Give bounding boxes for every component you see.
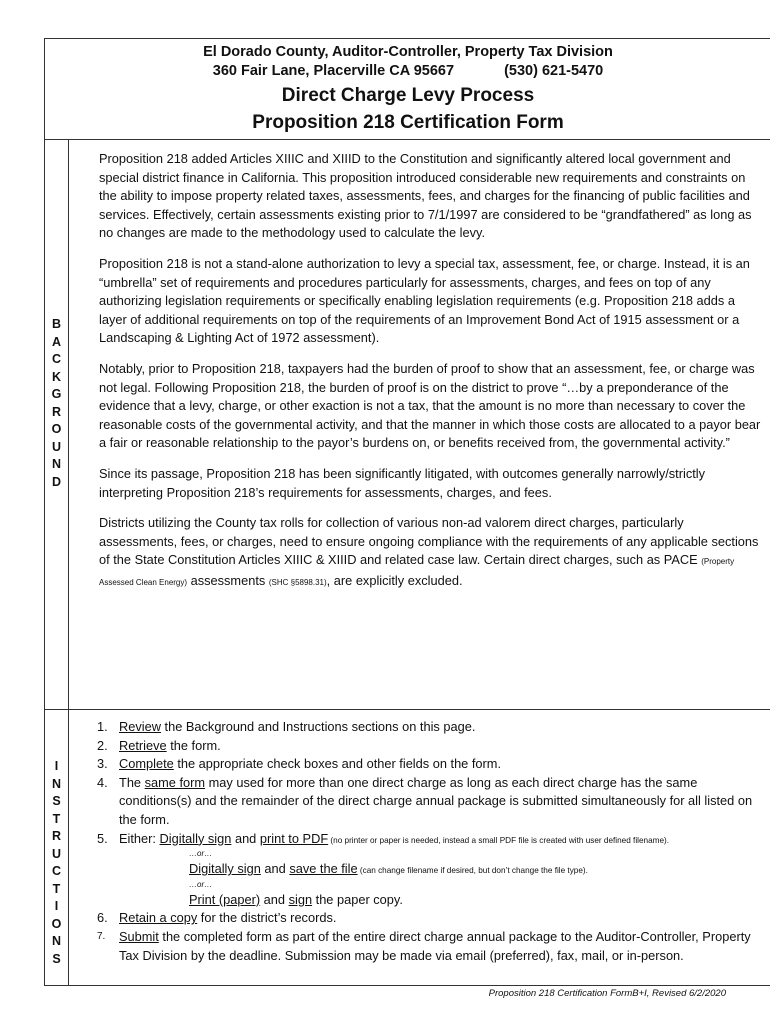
background-side-letter: O xyxy=(51,422,62,436)
option-save-file: Digitally sign and save the file (can change filename if desired, but don’t change the file type). xyxy=(189,861,588,877)
instructions-list xyxy=(97,718,765,965)
footer-revision: Proposition 218 Certification FormB+I, Revised 6/2/2020 xyxy=(488,988,726,999)
instructions-content xyxy=(97,718,765,965)
background-paragraph-4: Since its passage, Proposition 218 has been significantly litigated, with outcomes generally narrowly/strictly interpreting Proposition 218’s requirements for assessments, charges, and fees. xyxy=(99,465,706,500)
background-section xyxy=(45,140,770,710)
background-side-letter: K xyxy=(51,369,62,384)
instructions-side-letter: S xyxy=(52,794,61,808)
form-header xyxy=(45,39,770,140)
or-separator-2: …or… xyxy=(189,879,213,889)
instructions-side-letter: N xyxy=(51,776,62,791)
instructions-side-letter: S xyxy=(52,951,61,966)
certification-form xyxy=(44,38,770,986)
instructions-side-label xyxy=(45,710,69,985)
instructions-section xyxy=(45,710,770,985)
instruction-5: 5. Either: Digitally sign and print to PDF (no printer or paper is needed, instead a small PDF file is created with user defined filename). …or… Digitally sign and save the file (can change filename if desired, but don’t change the file type). …or… Print (paper) and sign the paper copy. xyxy=(97,830,765,910)
instruction-4: 4. The same form may used for more than one direct charge as long as each direct charge has the same conditions(s) and the remainder of the direct charge annual package is submitted simultaneously for all listed on the form. xyxy=(97,774,753,827)
background-side-letter: C xyxy=(51,352,62,366)
instruction-3: 3. Complete the appropriate check boxes and other fields on the form. xyxy=(97,756,502,772)
background-paragraph-1: Proposition 218 added Articles XIIIC and XIIID to the Constitution and significantly altered local government and special district finance in California. This proposition introduced considerable new requirements and constraints on the ability to impose property related taxes, assessments, fees, and charges for the financing of public facilities and services. Effectively, certain assessments existing prior to 7/1/1997 are considered to be “grandfathered” as long as no changes are made to the methodology used to calculate the levy. xyxy=(99,151,752,241)
address: 360 Fair Lane, Placerville CA 95667 xyxy=(212,63,455,79)
background-side-letter: U xyxy=(51,439,62,454)
instructions-side-letter: T xyxy=(52,881,61,896)
or-separator-1: …or… xyxy=(189,849,213,859)
background-side-label xyxy=(45,140,69,709)
instructions-side-letter: R xyxy=(51,829,62,843)
address-line xyxy=(45,62,770,80)
background-paragraph-2: Proposition 218 is not a stand-alone authorization to levy a special tax, assessment, fee, or charge. Instead, it is an “umbrella” set of requirements and procedures particularly for assessments, charges, and fees on top of any authorizing legislation requirements or specifically enabling legislation requirements (e.g. Proposition 218 adds a layer of additional requirements on top of the requirements of an Improvement Bond Act of 1915 assessment or a Landscaping & Lighting Act of 1972 assessment). xyxy=(99,255,750,346)
background-content xyxy=(99,150,765,604)
org-line: El Dorado County, Auditor-Controller, Property Tax Division xyxy=(203,44,613,60)
instruction-6: 6. Retain a copy for the district’s records. xyxy=(97,910,337,926)
instructions-side-letter: O xyxy=(51,916,62,931)
instructions-side-letter: C xyxy=(51,864,62,878)
instruction-1: 1. Review the Background and Instructions sections on this page. xyxy=(97,719,476,734)
option-print-paper: Print (paper) and sign the paper copy. xyxy=(189,891,403,907)
background-side-letter: B xyxy=(51,317,62,331)
background-side-letter: A xyxy=(51,334,62,349)
instructions-side-letter: T xyxy=(52,811,61,826)
instructions-side-letter: I xyxy=(54,899,59,913)
background-side-letter: G xyxy=(51,387,62,401)
instruction-7: 7. Submit the completed form as part of the entire direct charge annual package to the Auditor-Controller, Property Tax Division by the deadline. Submission may be made via email (preferred), fax, mail, or in-person. xyxy=(97,928,751,963)
background-side-letter: N xyxy=(51,457,62,471)
background-paragraph-3: Notably, prior to Proposition 218, taxpayers had the burden of proof to show that an assessment, fee, or charge was not legal. Following Proposition 218, the burden of proof is on the district to prove “…by a preponderance of the evidence that a levy, charge, or other exaction is not a tax, that the amount is no more than necessary to cover the reasonable costs of the governmental activity, and that the manner in which those costs are allocated to a payor bear a fair or reasonable relationship to the payor’s burdens on, or benefits received from, the governmental activity.” xyxy=(99,360,761,451)
background-side-letter: R xyxy=(51,404,62,419)
instructions-side-letter: N xyxy=(51,934,62,948)
instruction-2: 2. Retrieve the form. xyxy=(97,737,221,753)
form-subtitle: Proposition 218 Certification Form xyxy=(252,112,564,133)
instructions-side-letter: I xyxy=(54,759,59,773)
background-paragraph-5: Districts utilizing the County tax rolls for collection of various non-ad valorem direct charges, particularly assessments, fees, or charges, need to ensure ongoing compliance with the requirements of any applicable sections of the State Constitution Articles XIIIC & XIIID and related case law. Certain direct charges, such as PACE (Property Assessed Clean Energy) assessments (SHC §5898.31), are explicitly excluded. xyxy=(99,515,759,588)
phone: (530) 621-5470 xyxy=(504,63,604,79)
background-side-letter: D xyxy=(51,474,62,489)
instructions-side-letter: U xyxy=(51,846,62,861)
form-title: Direct Charge Levy Process xyxy=(281,85,535,106)
